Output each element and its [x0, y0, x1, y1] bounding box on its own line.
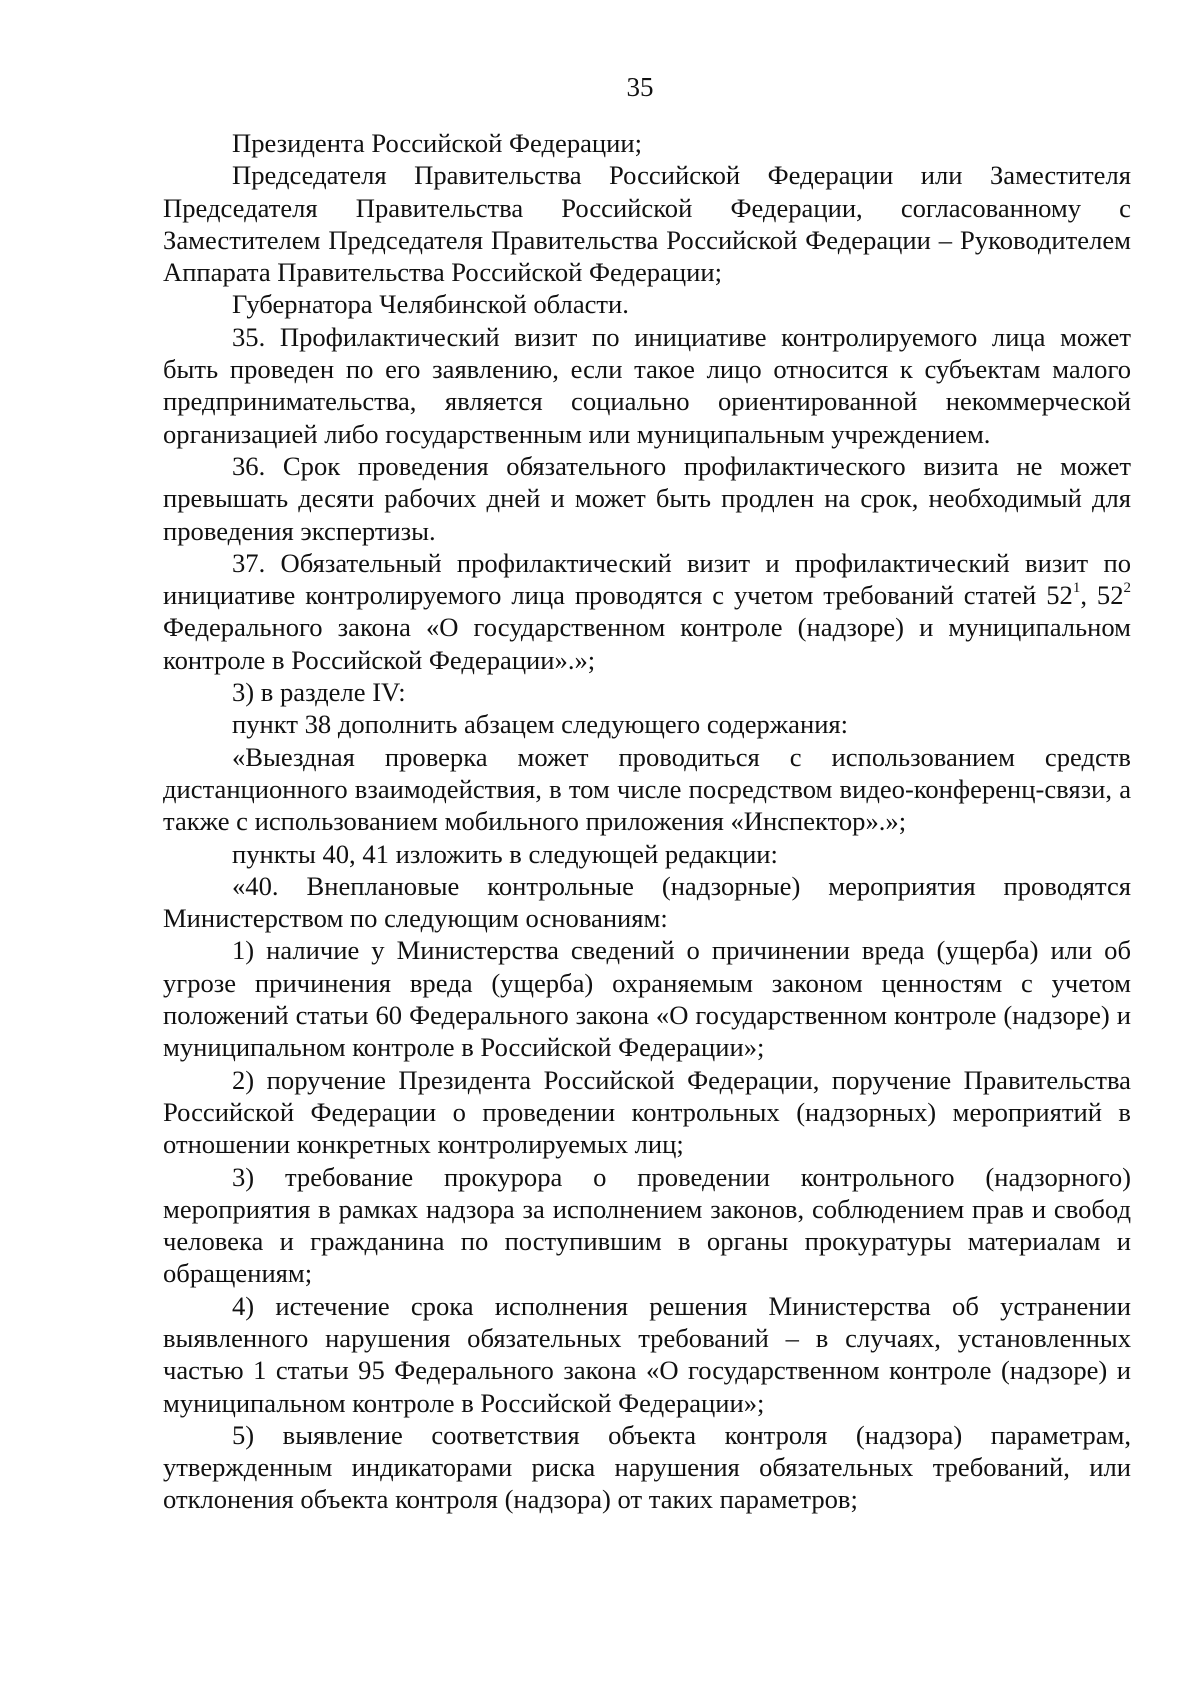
paragraph-item-38-intro: пункт 38 дополнить абзацем следующего содержания: [232, 709, 849, 740]
paragraph-items-40-41-intro: пункты 40, 41 изложить в следующей редакции: [232, 838, 778, 869]
document-body [163, 127, 1131, 1516]
item-37-text-b: , 52 [1080, 580, 1124, 611]
paragraph-subitem-2: 2) поручение Президента Российской Федерации, поручение Правительства Российской Федерации о проведении контрольных (надзорных) мероприятий в отношении конкретных контролируемых лиц; [163, 1064, 1131, 1160]
paragraph-section-iv: 3) в разделе IV: [232, 677, 406, 708]
page-number: 35 [626, 72, 654, 102]
paragraph-item-35: 35. Профилактический визит по инициативе контролируемого лица может быть проведен по его заявлению, если такое лицо относится к субъектам малого предпринимательства, является социально ориентированной некоммерческой организацией либо государственным или муниципальным учреждением. [163, 321, 1131, 449]
paragraph-item-36: 36. Срок проведения обязательного профилактического визита не может превышать десяти рабочих дней и может быть продлен на срок, необходимый для проведения экспертизы. [163, 450, 1131, 546]
paragraph-item-37 [163, 547, 1131, 676]
paragraph-subitem-5: 5) выявление соответствия объекта контроля (надзора) параметрам, утвержденным индикаторами риска нарушения обязательных требований, или отклонения объекта контроля (надзора) от таких параметров; [163, 1419, 1131, 1515]
superscript-2: 2 [1123, 580, 1132, 597]
paragraph-item-40: «40. Внеплановые контрольные (надзорные) мероприятия проводятся Министерством по следующим основаниям: [163, 870, 1131, 934]
paragraph-addressee-president: Президента Российской Федерации; [232, 128, 643, 158]
item-37-text-c: Федерального закона «О государственном контроле (надзоре) и муниципальном контроле в Российской Федерации».»; [163, 612, 1131, 675]
superscript-1: 1 [1072, 580, 1081, 597]
paragraph-addressee-governor: Губернатора Челябинской области. [232, 289, 629, 320]
paragraph-item-38-quote: «Выездная проверка может проводиться с использованием средств дистанционного взаимодействия, в том числе посредством видео-конференц-связи, а также с использованием мобильного приложения «Инспектор».»; [163, 741, 1131, 837]
item-37-text-a: 37. Обязательный профилактический визит и профилактический визит по инициативе контролируемого лица проводятся с учетом требований статей 52 [163, 547, 1131, 611]
paragraph-subitem-1: 1) наличие у Министерства сведений о причинении вреда (ущерба) или об угрозе причинения вреда (ущерба) охраняемым законом ценностям с учетом положений статьи 60 Федерального закона «О государственном контроле (надзоре) и муниципальном контроле в Российской Федерации»; [163, 935, 1131, 1063]
paragraph-subitem-4: 4) истечение срока исполнения решения Министерства об устранении выявленного нарушения обязательных требований – в случаях, установленных частью 1 статьи 95 Федерального закона «О государственном контроле (надзоре) и муниципальном контроле в Российской Федерации»; [163, 1290, 1131, 1418]
paragraph-addressee-chairman: Председателя Правительства Российской Федерации или Заместителя Председателя Правительства Российской Федерации, согласованному с Заместителем Председателя Правительства Российской Федерации – Руководителем Аппарата Правительства Российской Федерации; [163, 160, 1131, 288]
paragraph-subitem-3: 3) требование прокурора о проведении контрольного (надзорного) мероприятия в рамках надзора за исполнением законов, соблюдением прав и свобод человека и гражданина по поступившим в органы прокуратуры материалам и обращениям; [163, 1161, 1131, 1289]
